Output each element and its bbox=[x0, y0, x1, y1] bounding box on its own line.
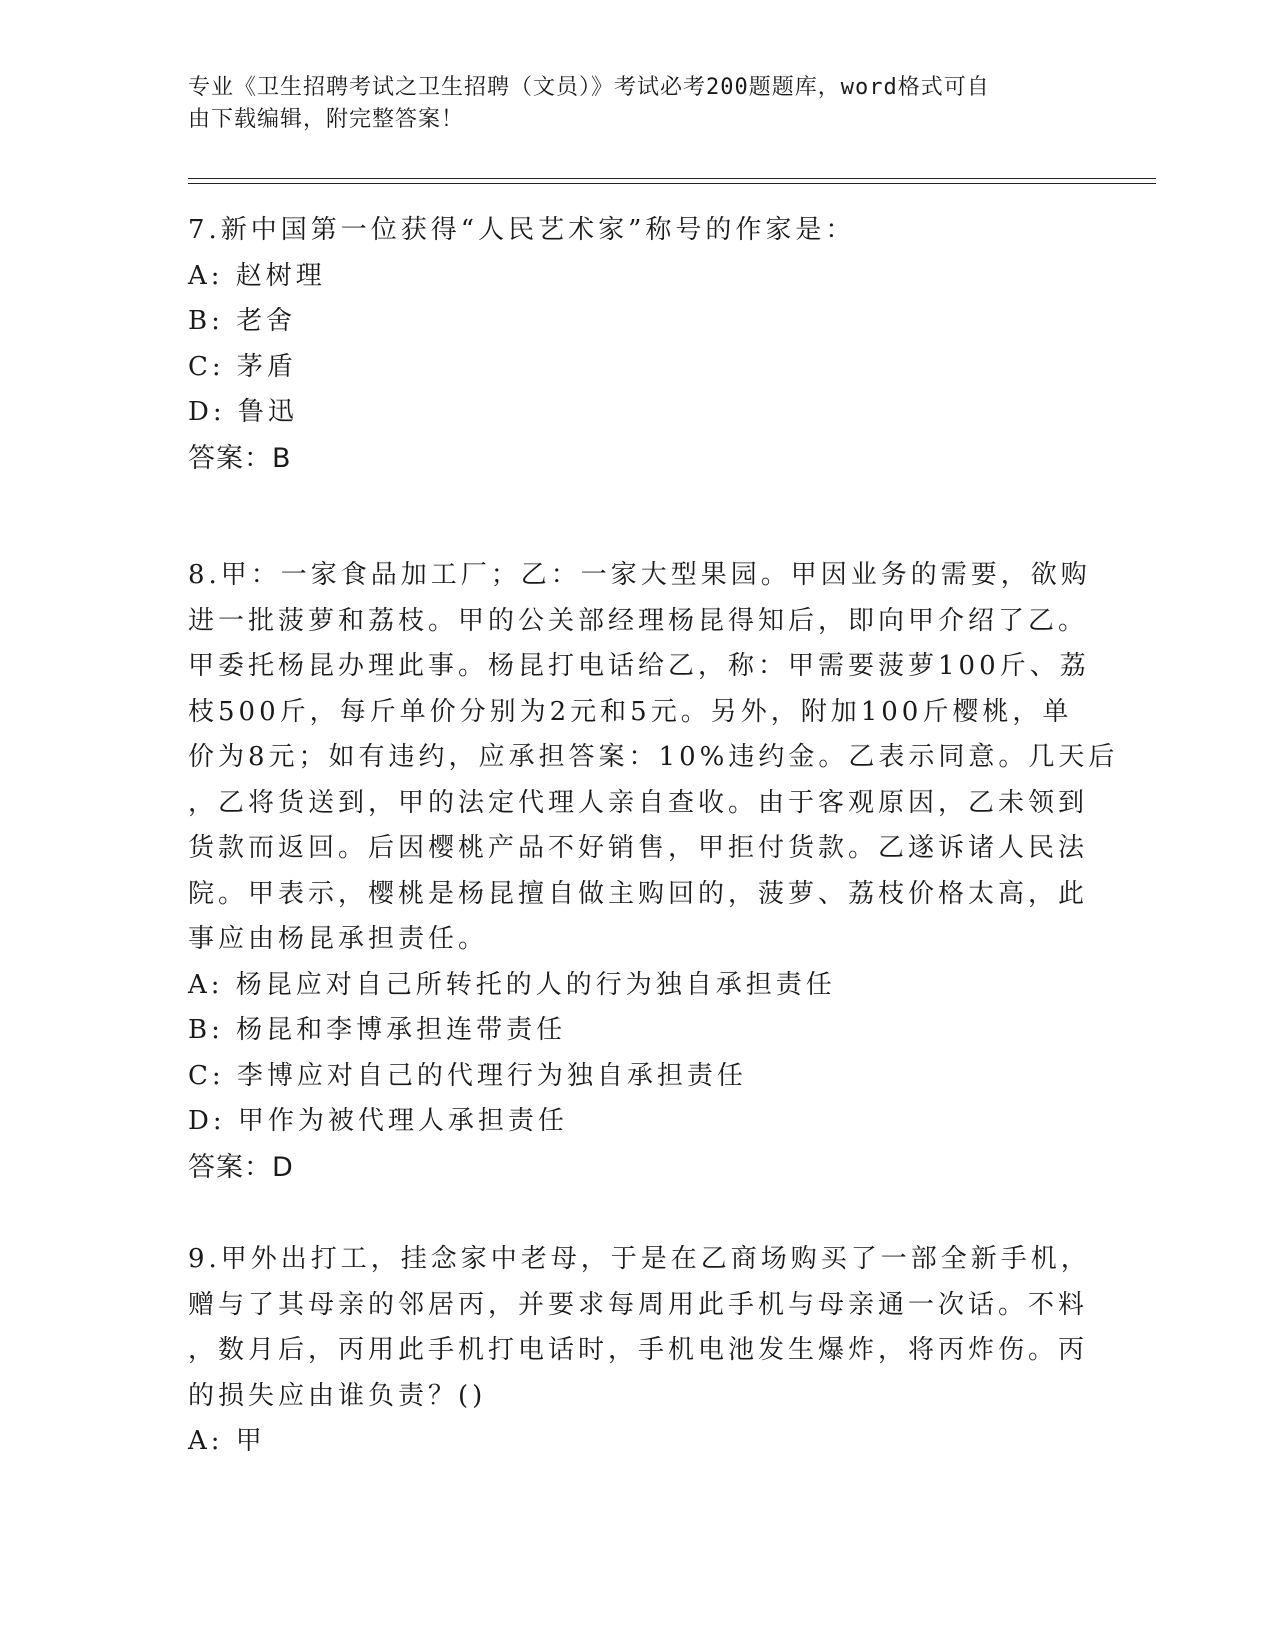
option-d: D: 甲作为被代理人承担责任 bbox=[188, 1106, 568, 1136]
header-rule-bottom bbox=[188, 183, 1156, 184]
question-stem-line: 事应由杨昆承担责任。 bbox=[188, 924, 489, 954]
question-stem-line: 院。甲表示，樱桃是杨昆擅自做主购回的，菠萝、荔枝价格太高，此 bbox=[188, 878, 1089, 909]
option-a: A: 甲 bbox=[188, 1426, 266, 1456]
option-c: C: 李博应对自己的代理行为独自承担责任 bbox=[188, 1060, 747, 1091]
question-stem-line: ，数月后，丙用此手机打电话时，手机电池发生爆炸，将丙炸伤。丙 bbox=[188, 1335, 1089, 1365]
question-9 bbox=[188, 1237, 1091, 1465]
question-stem-line: 7.新中国第一位获得“人民艺术家”称号的作家是： bbox=[188, 215, 856, 245]
answer-line: 答案：B bbox=[188, 442, 292, 474]
question-stem-line: ，乙将货送到，甲的法定代理人亲自查收。由于客观原因，乙未领到 bbox=[188, 787, 1089, 818]
question-stem-line: 9.甲外出打工，挂念家中老母，于是在乙商场购买了一部全新手机， bbox=[188, 1244, 1091, 1274]
question-stem-line: 的损失应由谁负责？() bbox=[188, 1380, 487, 1411]
header-rule-top bbox=[188, 178, 1156, 179]
option-b: B: 杨昆和李博承担连带责任 bbox=[188, 1015, 567, 1045]
option-a: A: 杨昆应对自己所转托的人的行为独自承担责任 bbox=[188, 969, 836, 1000]
question-7 bbox=[188, 208, 1088, 481]
header-line-1: 专业《卫生招聘考试之卫生招聘（文员）》考试必考200题题库，word格式可自 bbox=[188, 75, 990, 100]
question-stem-line: 枝500斤，每斤单价分别为2元和5元。另外，附加100斤樱桃，单 bbox=[188, 696, 1073, 727]
option-d: D: 鲁迅 bbox=[188, 397, 298, 427]
document-header bbox=[188, 72, 1068, 136]
header-line-2: 由下载编辑，附完整答案！ bbox=[188, 107, 465, 132]
question-stem-line: 甲委托杨昆办理此事。杨昆打电话给乙，称：甲需要菠萝100斤、荔 bbox=[188, 651, 1090, 681]
question-stem-line: 赠与了其母亲的邻居丙，并要求每周用此手机与母亲通一次话。不料 bbox=[188, 1289, 1089, 1320]
answer-line: 答案：D bbox=[188, 1151, 294, 1183]
question-stem-line: 货款而返回。后因樱桃产品不好销售，甲拒付货款。乙遂诉诸人民法 bbox=[188, 833, 1089, 863]
question-stem-line: 价为8元；如有违约，应承担答案：10%违约金。乙表示同意。几天后 bbox=[188, 742, 1119, 772]
question-stem-line: 进一批菠萝和荔枝。甲的公关部经理杨昆得知后，即向甲介绍了乙。 bbox=[188, 605, 1089, 636]
question-stem-line: 8.甲：一家食品加工厂；乙：一家大型果园。甲因业务的需要，欲购 bbox=[188, 560, 1091, 590]
question-8 bbox=[188, 553, 1119, 1190]
option-a: A: 赵树理 bbox=[188, 260, 326, 291]
option-c: C: 茅盾 bbox=[188, 351, 297, 382]
option-b: B: 老舍 bbox=[188, 306, 297, 336]
